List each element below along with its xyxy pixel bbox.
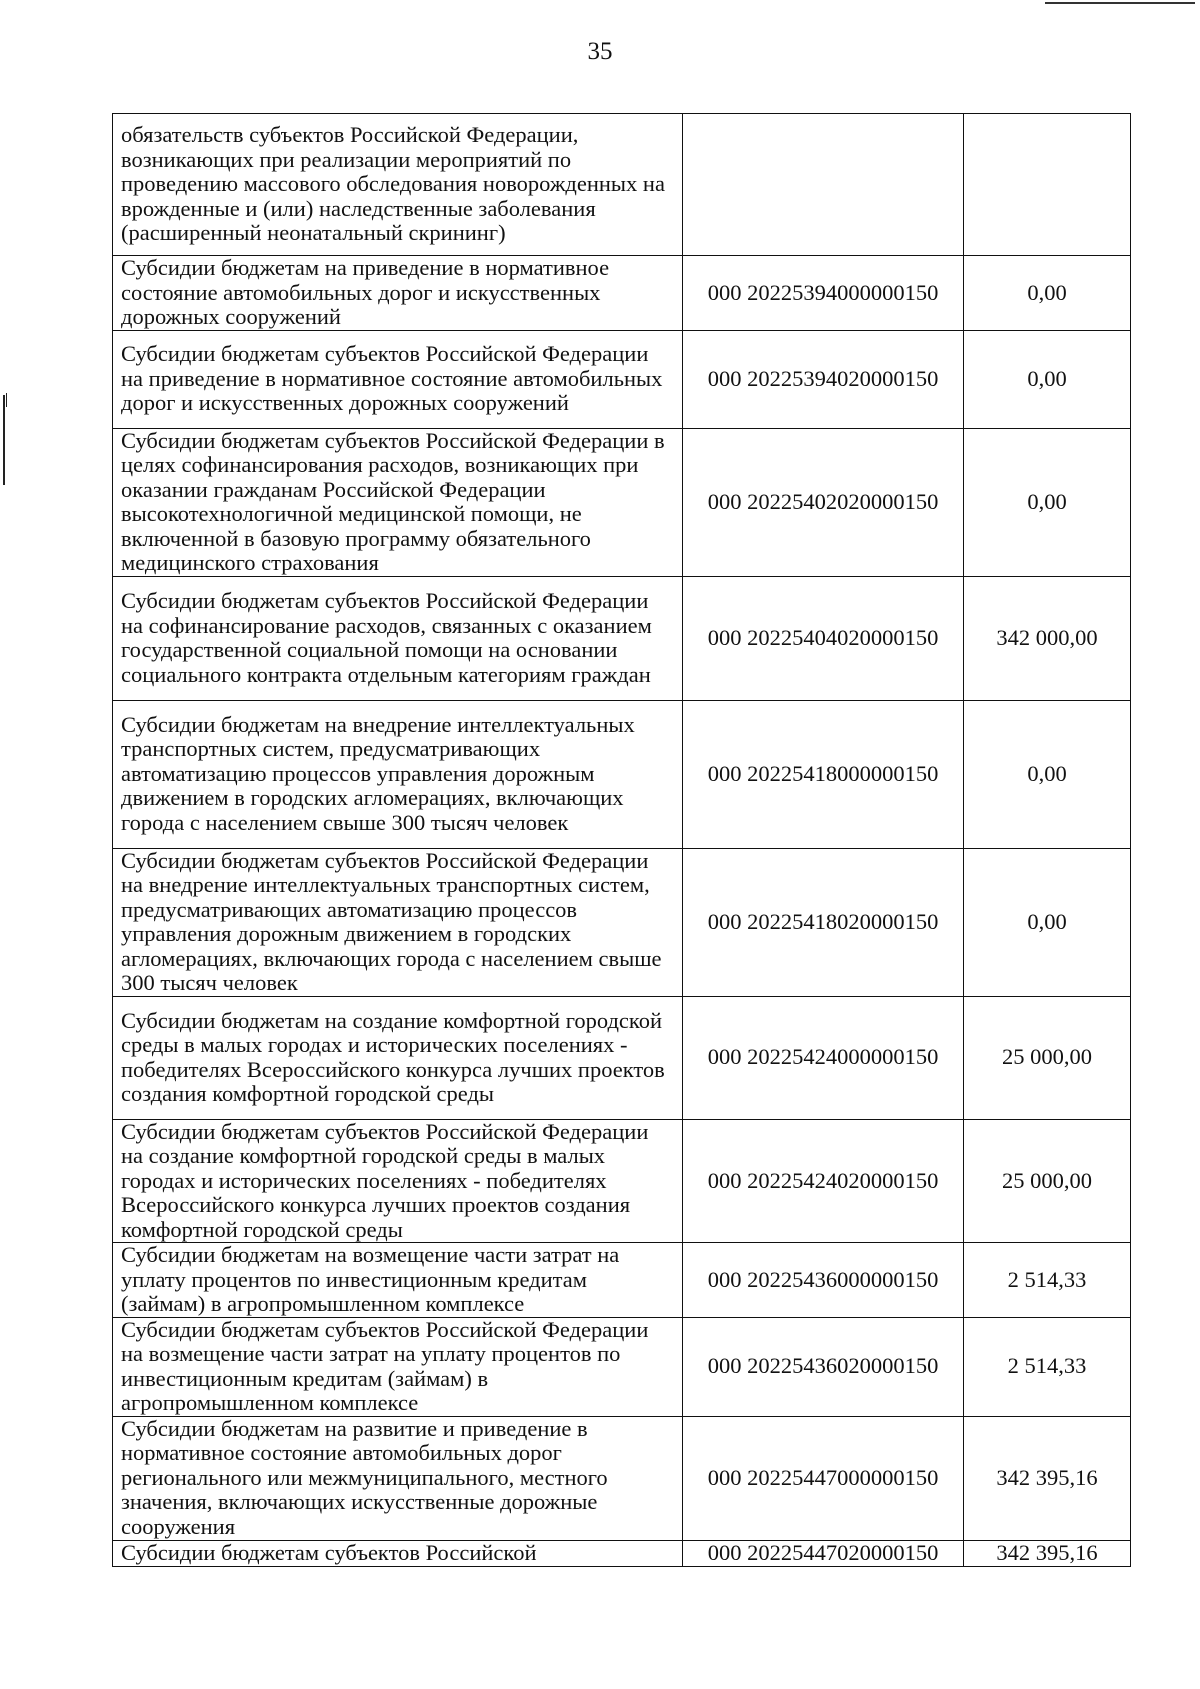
scan-margin-mark [3,395,5,485]
row-description: Субсидии бюджетам субъектов Российской Федерации на приведение в нормативное состояние автомобильных дорог и искусственных дорожных сооружений [113,330,683,428]
row-amount: 342 395,16 [964,1416,1131,1540]
row-amount: 0,00 [964,700,1131,848]
row-description: Субсидии бюджетам на приведение в нормативное состояние автомобильных дорог и искусственных дорожных сооружений [113,256,683,331]
row-code: 000 20225418000000150 [683,700,964,848]
row-code: 000 20225418020000150 [683,848,964,996]
table-row [113,1416,1131,1540]
page-number: 35 [587,38,613,65]
row-code: 000 20225394020000150 [683,330,964,428]
table-row [113,848,1131,996]
table-row [113,1243,1131,1318]
table-row [113,256,1131,331]
row-amount: 0,00 [964,848,1131,996]
row-description: обязательств субъектов Российской Федерации, возникающих при реализации мероприятий по проведению массового обследования новорожденных на врожденные и (или) наследственные заболевания (расширенный неонатальный скрининг) [113,114,683,256]
row-code: 000 20225402020000150 [683,428,964,576]
row-code: 000 20225447000000150 [683,1416,964,1540]
row-code: 000 20225436000000150 [683,1243,964,1318]
table-row [113,700,1131,848]
row-description: Субсидии бюджетам субъектов Российской [113,1540,683,1566]
row-code: 000 20225424020000150 [683,1119,964,1243]
table-row [113,330,1131,428]
row-amount: 342 395,16 [964,1540,1131,1566]
table-row [113,114,1131,256]
table-row [113,1119,1131,1243]
budget-table [112,113,1131,1567]
top-edge-line [1045,2,1195,4]
scan-margin-mark-small [6,393,7,407]
row-code [683,114,964,256]
row-description: Субсидии бюджетам на развитие и приведение в нормативное состояние автомобильных дорог регионального или межмуниципального, местного значения, включающих искусственные дорожные сооружения [113,1416,683,1540]
row-description: Субсидии бюджетам на внедрение интеллектуальных транспортных систем, предусматривающих автоматизацию процессов управления дорожным движением в городских агломерациях, включающих города с населением свыше 300 тысяч человек [113,700,683,848]
row-description: Субсидии бюджетам субъектов Российской Федерации в целях софинансирования расходов, возникающих при оказании гражданам Российской Федерации высокотехнологичной медицинской помощи, не включенной в базовую программу обязательного медицинского страхования [113,428,683,576]
row-amount: 0,00 [964,428,1131,576]
row-code: 000 20225436020000150 [683,1317,964,1416]
row-description: Субсидии бюджетам субъектов Российской Федерации на возмещение части затрат на уплату процентов по инвестиционным кредитам (займам) в агропромышленном комплексе [113,1317,683,1416]
row-amount: 2 514,33 [964,1317,1131,1416]
row-amount: 25 000,00 [964,1119,1131,1243]
table-row [113,1317,1131,1416]
row-amount: 2 514,33 [964,1243,1131,1318]
table-row [113,996,1131,1119]
row-description: Субсидии бюджетам субъектов Российской Федерации на создание комфортной городской среды в малых городах и исторических поселениях - победителях Всероссийского конкурса лучших проектов создания комфортной городской среды [113,1119,683,1243]
row-amount [964,114,1131,256]
table-row [113,1540,1131,1566]
row-description: Субсидии бюджетам на создание комфортной городской среды в малых городах и исторических поселениях - победителях Всероссийского конкурса лучших проектов создания комфортной городской среды [113,996,683,1119]
row-code: 000 20225424000000150 [683,996,964,1119]
row-amount: 342 000,00 [964,576,1131,700]
table-row [113,576,1131,700]
row-code: 000 20225447020000150 [683,1540,964,1566]
table-row [113,428,1131,576]
row-amount: 0,00 [964,330,1131,428]
row-description: Субсидии бюджетам на возмещение части затрат на уплату процентов по инвестиционным кредитам (займам) в агропромышленном комплексе [113,1243,683,1318]
row-amount: 0,00 [964,256,1131,331]
row-description: Субсидии бюджетам субъектов Российской Федерации на софинансирование расходов, связанных с оказанием государственной социальной помощи на основании социального контракта отдельным категориям граждан [113,576,683,700]
row-description: Субсидии бюджетам субъектов Российской Федерации на внедрение интеллектуальных транспортных систем, предусматривающих автоматизацию процессов управления дорожным движением в городских агломерациях, включающих города с населением свыше 300 тысяч человек [113,848,683,996]
row-amount: 25 000,00 [964,996,1131,1119]
row-code: 000 20225394000000150 [683,256,964,331]
row-code: 000 20225404020000150 [683,576,964,700]
